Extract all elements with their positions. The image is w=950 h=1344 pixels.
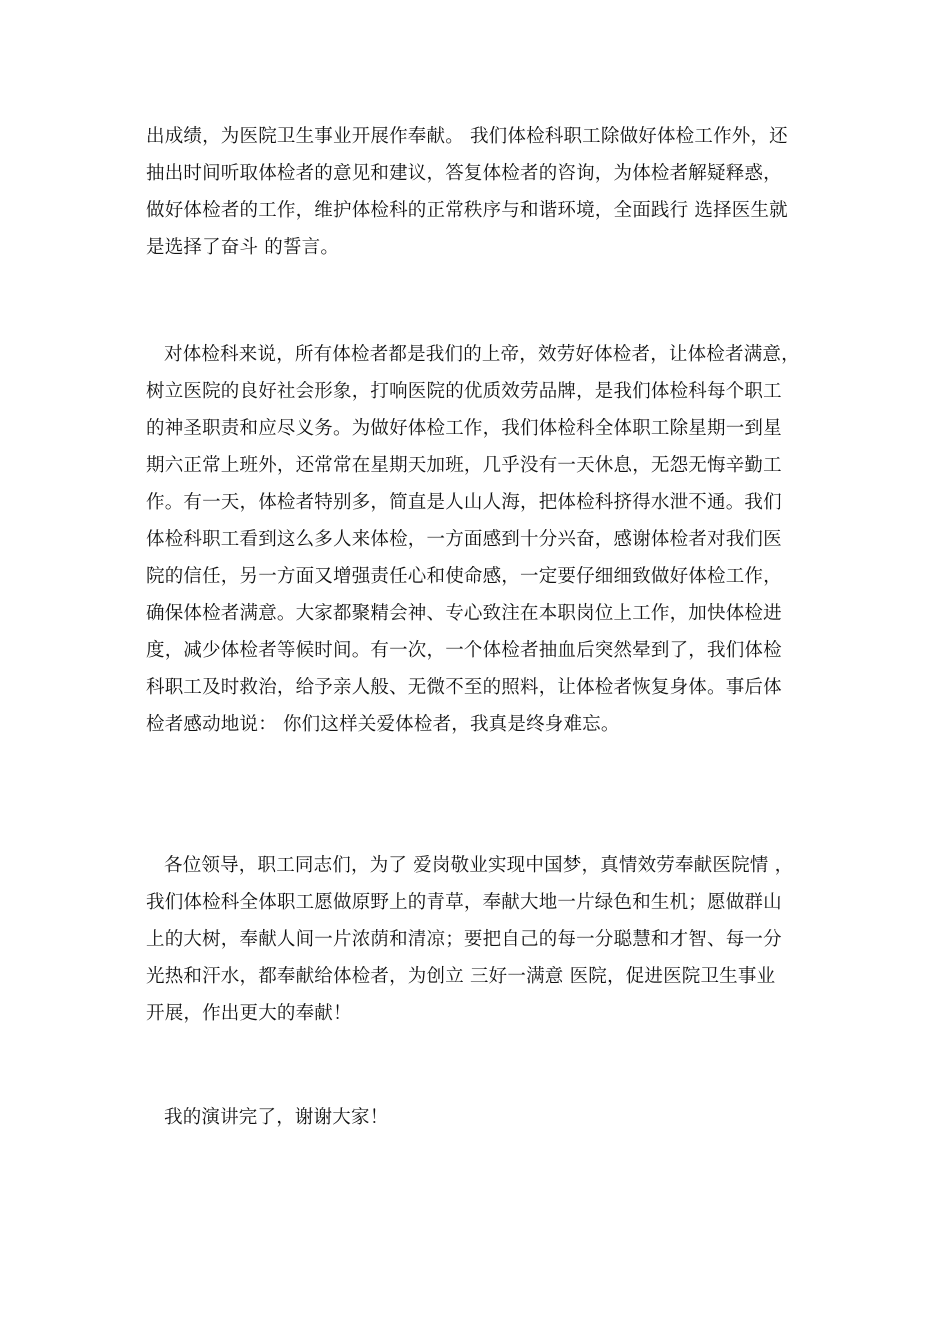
text-line: 各位领导，职工同志们，为了 爱岗敬业实现中国梦，真情效劳奉献医院情 ， bbox=[164, 855, 794, 876]
text-line: 开展，作出更大的奉献！ bbox=[146, 1003, 352, 1024]
text-line: 我的演讲完了，谢谢大家！ bbox=[164, 1107, 389, 1128]
text-line: 确保体检者满意。大家都聚精会神、专心致注在本职岗位上工作，加快体检进 bbox=[146, 603, 782, 624]
paragraph-1 bbox=[146, 118, 806, 266]
text-line: 是选择了奋斗 的誓言。 bbox=[146, 237, 340, 258]
text-line: 对体检科来说，所有体检者都是我们的上帝，效劳好体检者，让体检者满意， bbox=[164, 344, 800, 365]
text-line: 度，减少体检者等候时间。有一次，一个体检者抽血后突然晕到了，我们体检 bbox=[146, 640, 782, 661]
text-line: 检者感动地说： 你们这样关爱体检者，我真是终身难忘。 bbox=[146, 714, 620, 735]
text-line: 做好体检者的工作，维护体检科的正常秩序与和谐环境，全面践行 选择医生就 bbox=[146, 200, 788, 221]
text-line: 科职工及时救治，给予亲人般、无微不至的照料，让体检者恢复身体。事后体 bbox=[146, 677, 782, 698]
text-line: 期六正常上班外，还常常在星期天加班，几乎没有一天休息，无怨无悔辛勤工 bbox=[146, 455, 782, 476]
text-line: 抽出时间听取体检者的意见和建议，答复体检者的咨询，为体检者解疑释惑， bbox=[146, 163, 782, 184]
text-line: 院的信任，另一方面又增强责任心和使命感，一定要仔细细致做好体检工作， bbox=[146, 566, 782, 587]
paragraph-2 bbox=[146, 336, 806, 743]
paragraph-4 bbox=[146, 1099, 806, 1136]
text-line: 上的大树，奉献人间一片浓荫和清凉；要把自己的每一分聪慧和才智、每一分 bbox=[146, 929, 782, 950]
text-line: 的神圣职责和应尽义务。为做好体检工作，我们体检科全体职工除星期一到星 bbox=[146, 418, 782, 439]
text-line: 光热和汗水，都奉献给体检者，为创立 三好一满意 医院，促进医院卫生事业 bbox=[146, 966, 776, 987]
paragraph-3 bbox=[146, 847, 806, 1032]
text-line: 树立医院的良好社会形象，打响医院的优质效劳品牌，是我们体检科每个职工 bbox=[146, 381, 782, 402]
text-line: 我们体检科全体职工愿做原野上的青草，奉献大地一片绿色和生机；愿做群山 bbox=[146, 892, 782, 913]
text-line: 出成绩，为医院卫生事业开展作奉献。 我们体检科职工除做好体检工作外，还 bbox=[146, 126, 788, 147]
text-line: 作。有一天，体检者特别多，简直是人山人海，把体检科挤得水泄不通。我们 bbox=[146, 492, 782, 513]
text-line: 体检科职工看到这么多人来体检，一方面感到十分兴奋，感谢体检者对我们医 bbox=[146, 529, 782, 550]
